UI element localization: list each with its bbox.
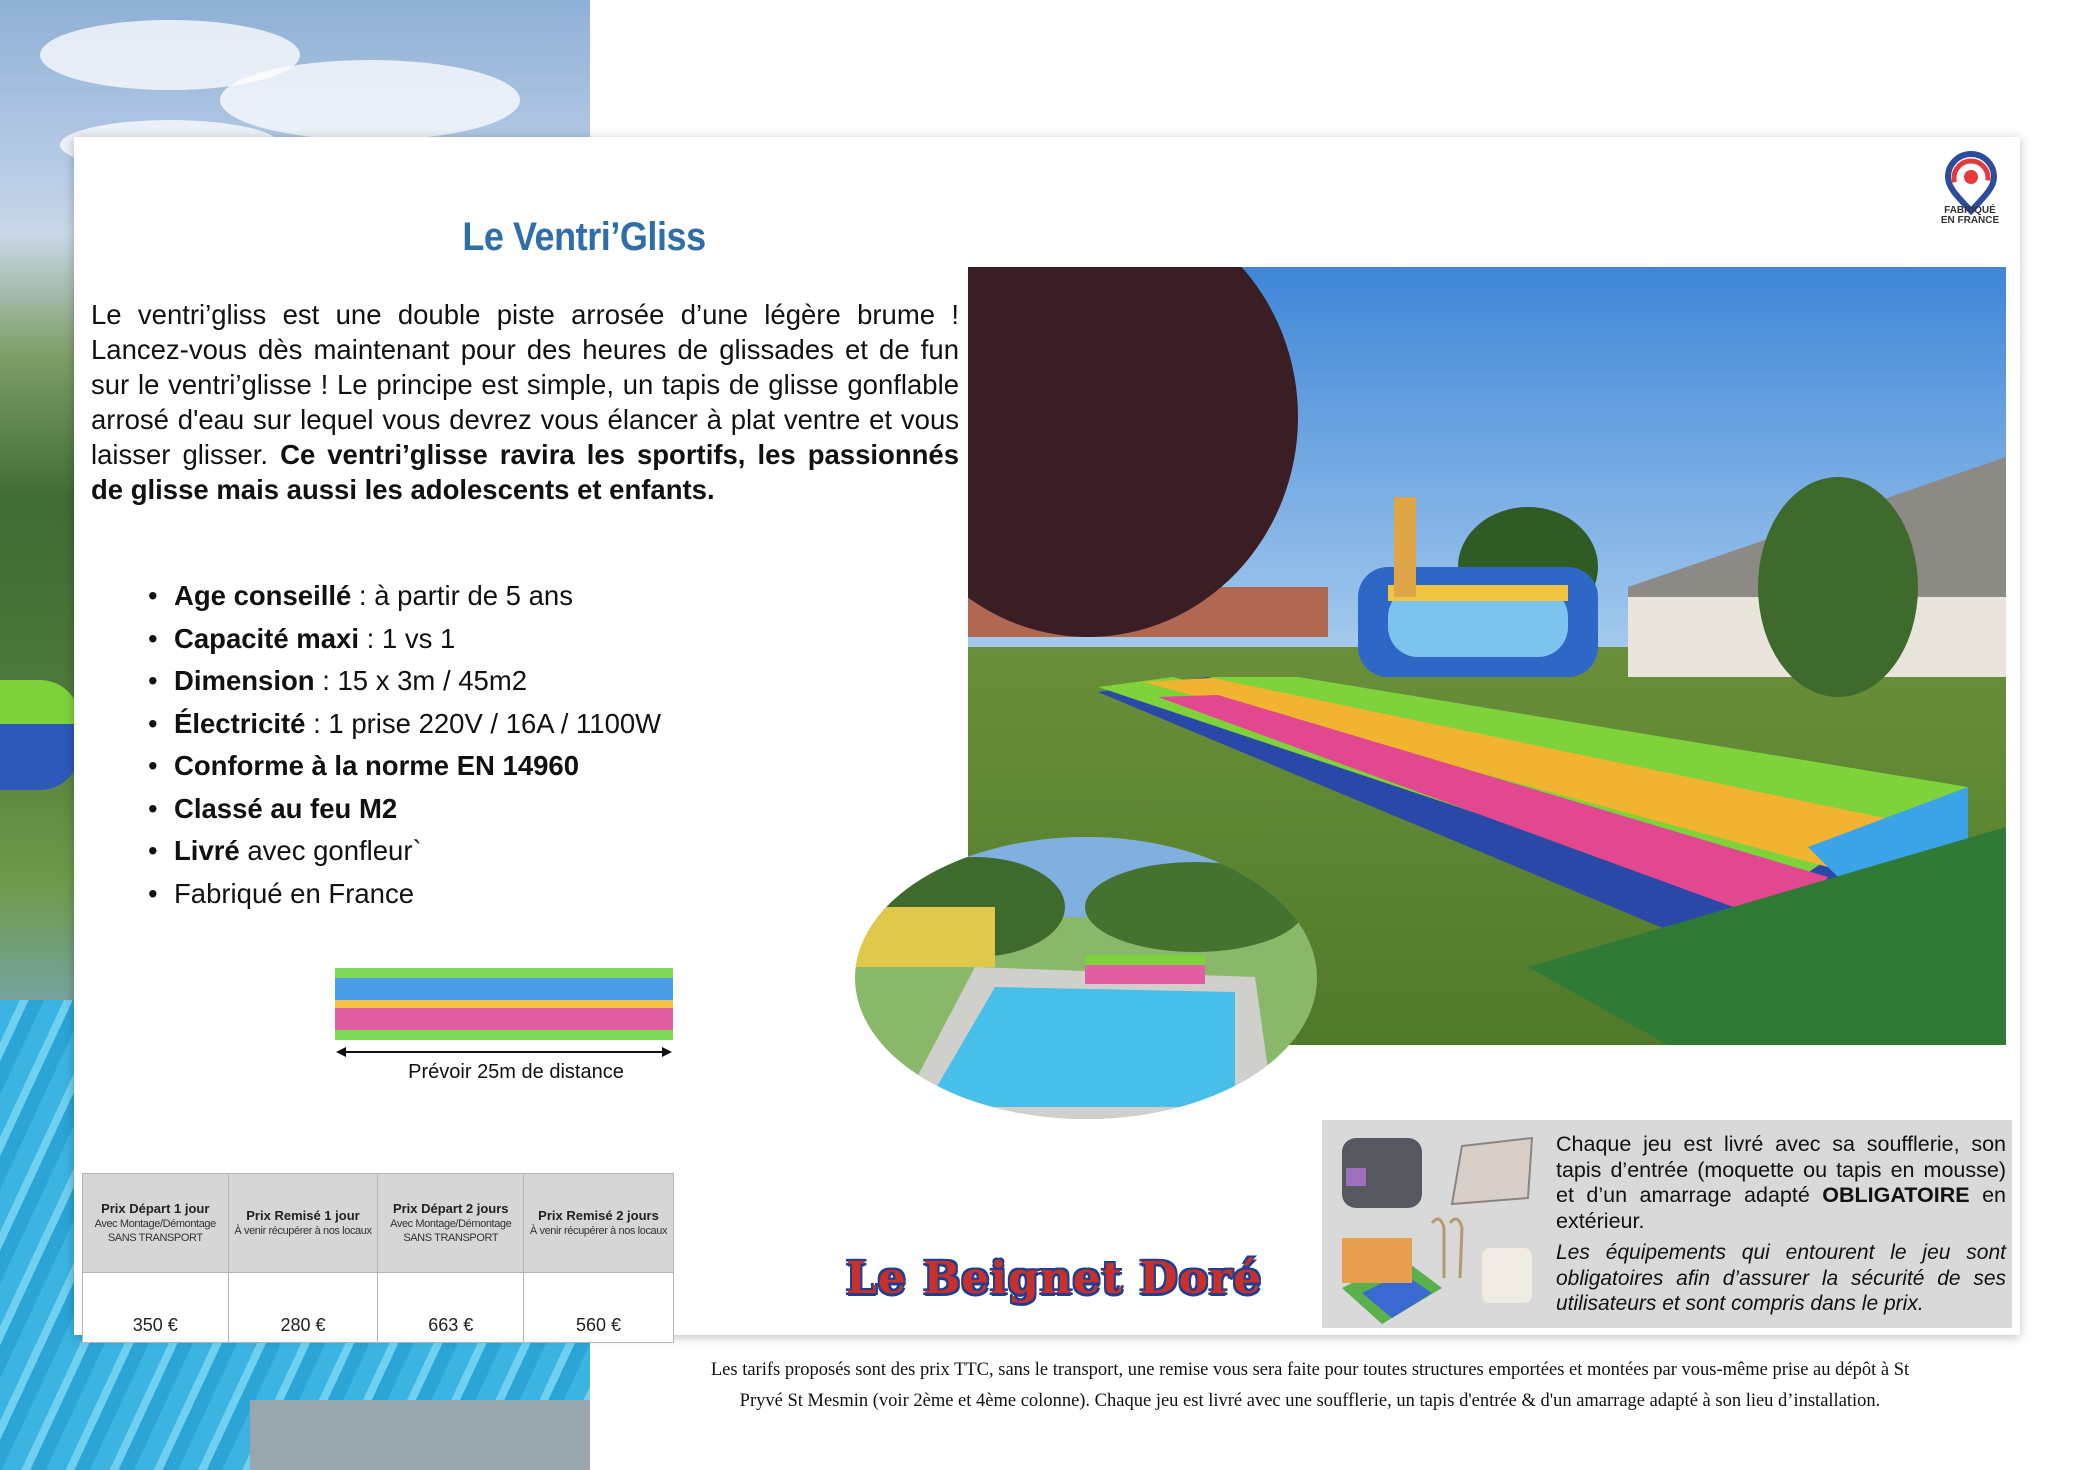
lane-stripe <box>335 1000 673 1008</box>
price-table-header <box>83 1174 674 1273</box>
price-table-row <box>83 1273 674 1343</box>
made-in-france-label <box>1932 206 2008 226</box>
footnote-line: Les tarifs proposés sont des prix TTC, sans le transport, une remise vous sera faite pour toutes structures emportées et montées par vous-même prise au dépôt à St <box>710 1360 1910 1380</box>
price-cell: 350 € <box>83 1273 229 1343</box>
price-cell: 663 € <box>378 1273 524 1343</box>
feature-item: • Dimension : 15 x 3m / 45m2 <box>174 660 661 703</box>
equipment-icons <box>1332 1128 1546 1324</box>
feature-item: • Électricité : 1 prise 220V / 16A / 1100W <box>174 703 661 746</box>
lane-stripe <box>335 1008 673 1030</box>
product-description <box>91 297 959 507</box>
description-text: Le ventri’gliss est une double piste arrosée d’une légère brume ! Lancez-vous dès maintenant pour des heures de glissades et de fun sur le ventri’glisse ! Le principe est simple, un tapis de glisse gonflable arrosé d'eau sur lequel vous devrez vous élancer à plat ventre et vous laisser glisser. <box>91 299 959 470</box>
pool-photo <box>855 837 1317 1119</box>
price-header-cell: Prix Départ 1 jour Avec Montage/Démontage SANS TRANSPORT <box>83 1174 229 1273</box>
feature-item: • Capacité maxi : 1 vs 1 <box>174 618 661 661</box>
lane-diagram <box>335 968 673 1040</box>
made-in-france-label-line1: FABRIQUÉ <box>1944 205 1996 216</box>
equipment-text-bold: OBLIGATOIRE <box>1822 1183 1970 1207</box>
mat-icon <box>1342 1238 1442 1324</box>
price-cell: 280 € <box>228 1273 378 1343</box>
feature-item: • Fabriqué en France <box>174 873 661 916</box>
entrance-mat-icon <box>1452 1138 1532 1204</box>
price-cell: 560 € <box>524 1273 674 1343</box>
distance-arrow-icon <box>336 1045 672 1059</box>
brand-logo: Le Beignet Doré <box>845 1253 1263 1304</box>
price-header-cell: Prix Remisé 1 jour À venir récupérer à nos locaux <box>228 1174 378 1273</box>
lane-stripe <box>335 978 673 1000</box>
equipment-note: Les équipements qui entourent le jeu sont obligatoires afin d’assurer la sécurité de ses utilisateurs et sont compris dans le prix. <box>1556 1241 2006 1315</box>
feature-list <box>174 575 661 915</box>
feature-item: • Livré avec gonfleur` <box>174 830 661 873</box>
distance-label: Prévoir 25m de distance <box>408 1061 624 1083</box>
price-header-cell: Prix Départ 2 jours Avec Montage/Démontage SANS TRANSPORT <box>378 1174 524 1273</box>
ballast-icon <box>1482 1248 1532 1303</box>
price-header-cell: Prix Remisé 2 jours À venir récupérer à nos locaux <box>524 1174 674 1273</box>
equipment-text-main: Chaque jeu est livré avec sa soufflerie, son tapis d’entrée (moquette ou tapis en mousse) et d’un amarrage adapté <box>1556 1132 2006 1207</box>
made-in-france-label-line2: EN FRANCE <box>1940 215 2000 226</box>
pricing-footnote <box>610 1355 2010 1417</box>
description-bold-text: Ce ventri’glisse ravira les sportifs, les passionnés de glisse mais aussi les adolescents et enfants. <box>91 439 959 505</box>
lane-stripe <box>335 1030 673 1040</box>
stakes-icon <box>1432 1219 1462 1278</box>
lane-stripe <box>335 968 673 978</box>
feature-item: • Age conseillé : à partir de 5 ans <box>174 575 661 618</box>
product-card <box>74 137 2020 1335</box>
equipment-box <box>1322 1120 2012 1328</box>
feature-item: • Conforme à la norme EN 14960 <box>174 745 661 788</box>
feature-item: • Classé au feu M2 <box>174 788 661 831</box>
equipment-text <box>1556 1132 2006 1234</box>
product-title: Le Ventri’Gliss <box>462 215 706 259</box>
footnote-line: Pryvé St Mesmin (voir 2ème et 4ème colonne). Chaque jeu est livré avec une soufflerie, un tapis d'entrée & d'un amarrage adapté à son lieu d’installation. <box>739 1391 1881 1411</box>
equipment-text-end: en extérieur. <box>1556 1183 2007 1233</box>
blower-icon <box>1342 1138 1422 1208</box>
price-table <box>82 1173 674 1343</box>
